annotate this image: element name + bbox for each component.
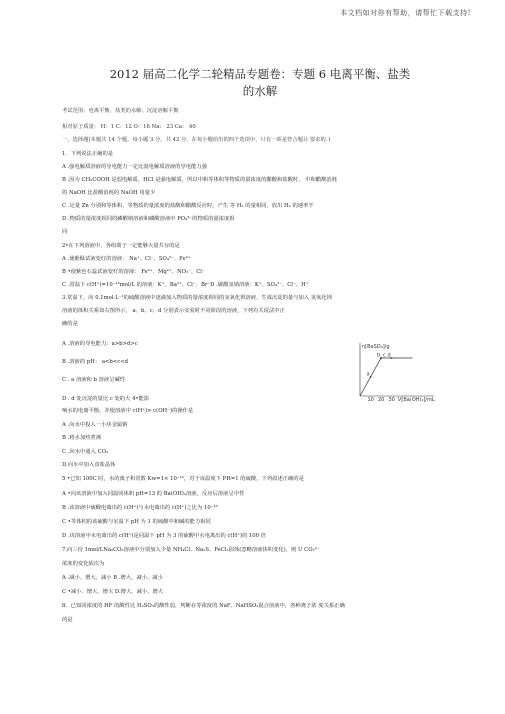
point-label: d [387,352,391,359]
question-line: D .该溶液中水电离出的 c(H⁺)是同温下 pH 为 3 的硫酸中水电离出的 c(H⁺)的 100 倍 [62,533,267,539]
question-line: 确的是 [62,321,78,327]
x-tick-label: 20 [378,397,385,402]
question-line: A •向该溶液中加入同温同体积 pH=13 的 Ba(OH)₂溶液，反应后溶液呈中性 [62,491,245,497]
chart-marks [360,353,413,403]
question-line: A .减小、增大、减小 B .增大、减小、减小 [62,575,163,581]
question-line: B .因为 CH₃COOH 是弱电解质，HCl 是强电解质，所以中和等体积等物质的量浓度的醋酸和盐酸时， 中和醋酸消耗 [62,177,337,183]
question-line: C .向水中通入 CO₂ [62,449,109,455]
question-line: A .使酚酞试液变红的溶液： Na⁺、Cl⁻、SO₄²⁻、Fe³⁺ [62,256,191,262]
header-note: 本文档如对你有帮助，请帮忙下载支持! [340,9,471,17]
question-line: B .该溶液中硫酸电离出的 c(H⁺)与水电离出的 c(H⁺)之比为 10⁻¹⁰ [62,505,218,511]
point-label: a [366,371,370,378]
data-point [380,357,382,359]
question-line: 响水的电离平衡，并使溶液中 c(H⁺)> c(OH⁻)的操作是 [62,408,194,414]
question-line: A .溶液的导电能力：a>b>d>c [62,341,138,347]
question-line: 2•在下列溶液中，各组离子一定能够大量共存的是 [62,243,180,249]
question-line: 1．下列说法正确的是 [62,151,114,157]
page-title [60,66,460,100]
question-line: 7.向三份 1mol/LNa₂CO₃溶液中分别加入少量 NH₄Cl、Na₂S、FeCl₃固体(忽略溶液体积变化)，则 U CO₃²⁻ [62,547,320,553]
point-label: c [383,352,386,359]
question-line: 8．已知同浓度的 HF 的酸性比 H₂SO₃的酸性弱，判断在等浓度的 NaF、NaHSO₃混合溶液中，各种离子浓 度关系正确 [62,603,345,609]
y-axis-label: n[BaSO₄]/g [362,344,390,350]
data-point [391,357,393,359]
x-axis-label: V[Ba(OH)₂]/mL [398,397,435,402]
question-line: 3.常温下，向 0.1mol·L⁻¹的硫酸溶液中逐滴加入物质的量浓度相同的氢氧化钡溶液，生成沉淀的量与加入 氢氧化钡 [62,295,332,301]
question-line: D . d 处沉淀的量比 c 处的大 4•能影 [62,396,150,402]
question-line: 的 NaOH 比盐酸消耗的 NaOH 用量少 [62,190,156,196]
x-tick-label: 10 [367,397,374,402]
atomic-masses: 相对原子质量： H：1 C：12 O：16 Na： 23 Ca： 40 [62,124,196,130]
question-line: 溶液的体积关系如右图所示， a、b、c、d 分别表示实验时不同阶段的溶液，下列有关说法中正 [62,308,285,314]
question-line: 同 [62,229,68,235]
question-line: B .将水加热煮沸 [62,435,102,441]
question-line: B •使紫色石蕊试液变红的溶液： Fe²⁺、Mg²⁺、NO₃⁻、Cl⁻ [62,269,205,275]
exam-scope: 考试范围：电离平衡、盐类的水解；沉淀溶解平衡 [62,108,179,114]
question-line: C .足量 Zn 分别和等体积、等物质的量浓度的盐酸和醋酸反应时，产生 等 H₂ 的量相同，放出 H₂ 的速率不 [62,203,314,209]
question-line: C .常温下 c(H⁺)=10⁻¹²mol/L 的溶液：K⁺、Ba²⁺、Cl⁻、Br⁻D .碳酸氢钠溶液：K⁺、SO₄²⁻、Cl⁻、H⁺ [62,282,309,288]
instructions: 一、选择题(本题共 14 个题，每小题 3 分，共 42 分．在每小题给出的四个选项中，只有一项是符合题目 要求的．) [62,137,331,143]
question-line: B .溶液的 pH： a<b<c<d [62,359,129,365]
x-tick-label: 30 [388,397,395,402]
question-line: C •减小、增大、增大 D.增大、减小、增大 [62,589,164,595]
question-line: C . a 溶液和 b 溶液呈碱性 [62,377,126,383]
question-line: A .向水中投入一小块金属钠 [62,422,128,428]
question-line: D.向水中加入食盐晶体 [62,462,116,468]
question-line: 5 •已知 100C 时，水的离子积常数 Kw=1× 10⁻¹²，对于该温度下 PH=1 的硫酸，下列叙述正确的是 [62,476,304,482]
question-line: 浓度的变化依次为 [62,561,105,567]
title-line-1: 2012 届高二化学二轮精品专题卷：专题 6 电离平衡、盐类 [109,67,411,81]
question-line: A .强电解质溶液的导电能力一定比弱电解质溶液的导电能力强 [62,164,207,170]
point-label: b [377,352,381,359]
question-line: C •等体积的该硫酸与室温下 pH 为 1 的硫酸中和碱的能力相同 [62,519,211,525]
chart-svg [346,340,438,402]
question-line: D .物质的量浓度相同的磷酸钠溶液和磷酸溶液中 PO₄³⁻的物质的量浓度相 [62,216,235,222]
title-line-2: 的水解 [242,84,278,98]
precipitate-chart [346,340,438,402]
data-point [370,376,372,378]
question-line: 的是 [62,617,73,623]
